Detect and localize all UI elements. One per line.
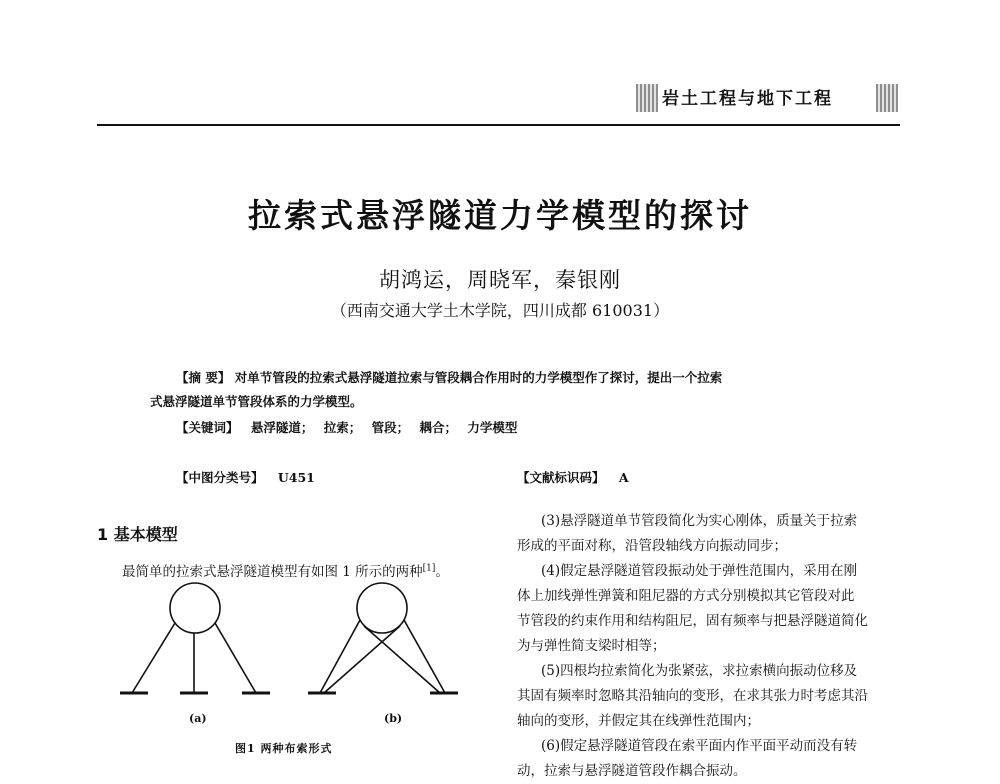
body-line: 形成的平面对称，沿管段轴线方向振动同步； (517, 538, 787, 554)
doc-code-line (517, 468, 629, 486)
classification-label: 【中图分类号】 (176, 470, 264, 485)
section-1-intro-text: 最简单的拉索式悬浮隧道模型有如图 1 所示的两种 (122, 564, 423, 580)
section-1-heading: 1 基本模型 (97, 525, 178, 544)
journal-section-label: 岩土工程与地下工程 (662, 89, 833, 109)
body-line: 轴向的变形，并假定其在线弹性范围内； (517, 713, 760, 729)
keyword-item: 管段； (371, 420, 410, 435)
body-line: 其固有频率时忽略其沿轴向的变形，在求其张力时考虑其沿 (517, 688, 868, 704)
cable-left-a (132, 623, 175, 693)
keyword-item: 悬浮隧道； (250, 420, 314, 435)
body-line: (4)假定悬浮隧道管段振动处于弹性范围内，采用在刚 (541, 563, 858, 579)
body-line: 体上加线弹性弹簧和阻尼器的方式分别模拟其它管段对此 (517, 588, 855, 604)
doc-code-label: 【文献标识码】 (517, 470, 605, 485)
keyword-item: 力学模型 (467, 420, 518, 435)
cable-cross-2-b (324, 626, 400, 693)
section-1-intro (122, 560, 449, 580)
paper-title: 拉索式悬浮隧道力学模型的探讨 (248, 196, 752, 235)
body-line: (5)四根均拉索简化为张紧弦，求拉索横向振动位移及 (541, 663, 858, 679)
cable-outer-left-b (320, 620, 360, 693)
abstract-label: 【摘 要】 (176, 370, 231, 385)
body-line: 为与弹性简支梁时相等； (517, 638, 666, 654)
cable-right-a (215, 623, 256, 693)
header-decoration-left (636, 84, 658, 112)
section-1-intro-end: 。 (435, 564, 449, 580)
figure-1b-label: (b) (384, 712, 403, 725)
body-line: (3)悬浮隧道单节管段简化为实心刚体，质量关于拉索 (541, 513, 858, 529)
header-rule (97, 124, 900, 126)
keywords-line (176, 418, 517, 436)
classification-line (176, 468, 315, 486)
abstract-line-1 (176, 368, 896, 386)
figure-1b-suspended-tunnel-model (308, 583, 458, 693)
figure-1a-suspended-tunnel-model (120, 583, 270, 693)
author-affiliation: （西南交通大学土木学院，四川成都 610031） (330, 301, 670, 320)
abstract-text-1: 对单节管段的拉索式悬浮隧道拉索与管段耦合作用时的力学模型作了探讨，提出一个拉索 (234, 370, 723, 385)
cable-cross-1-b (364, 626, 440, 693)
body-line: 动，拉索与悬浮隧道管段作耦合振动。 (517, 763, 747, 779)
figure-1-diagram (120, 578, 480, 708)
abstract-line-2: 式悬浮隧道单节管段体系的力学模型。 (150, 394, 363, 409)
keyword-item: 拉索； (323, 420, 362, 435)
body-line: 节管段的约束作用和结构阻尼，固有频率与把悬浮隧道简化 (517, 613, 868, 629)
figure-1a-label: (a) (189, 712, 207, 725)
keyword-item: 耦合； (419, 420, 458, 435)
keywords-label: 【关键词】 (176, 420, 239, 435)
tunnel-section-circle-a (170, 583, 220, 633)
classification-value: U451 (277, 470, 315, 485)
body-line: (6)假定悬浮隧道管段在索平面内作平面平动而没有转 (541, 738, 858, 754)
cable-outer-right-b (404, 620, 445, 693)
right-column-text (517, 509, 907, 784)
header-decoration-right (876, 84, 898, 112)
figure-1-caption: 图1 两种布索形式 (235, 742, 333, 755)
doc-code-value: A (618, 470, 629, 485)
paper-authors: 胡鸿运，周晓军，秦银刚 (379, 268, 621, 292)
citation-ref: [1] (422, 563, 436, 574)
